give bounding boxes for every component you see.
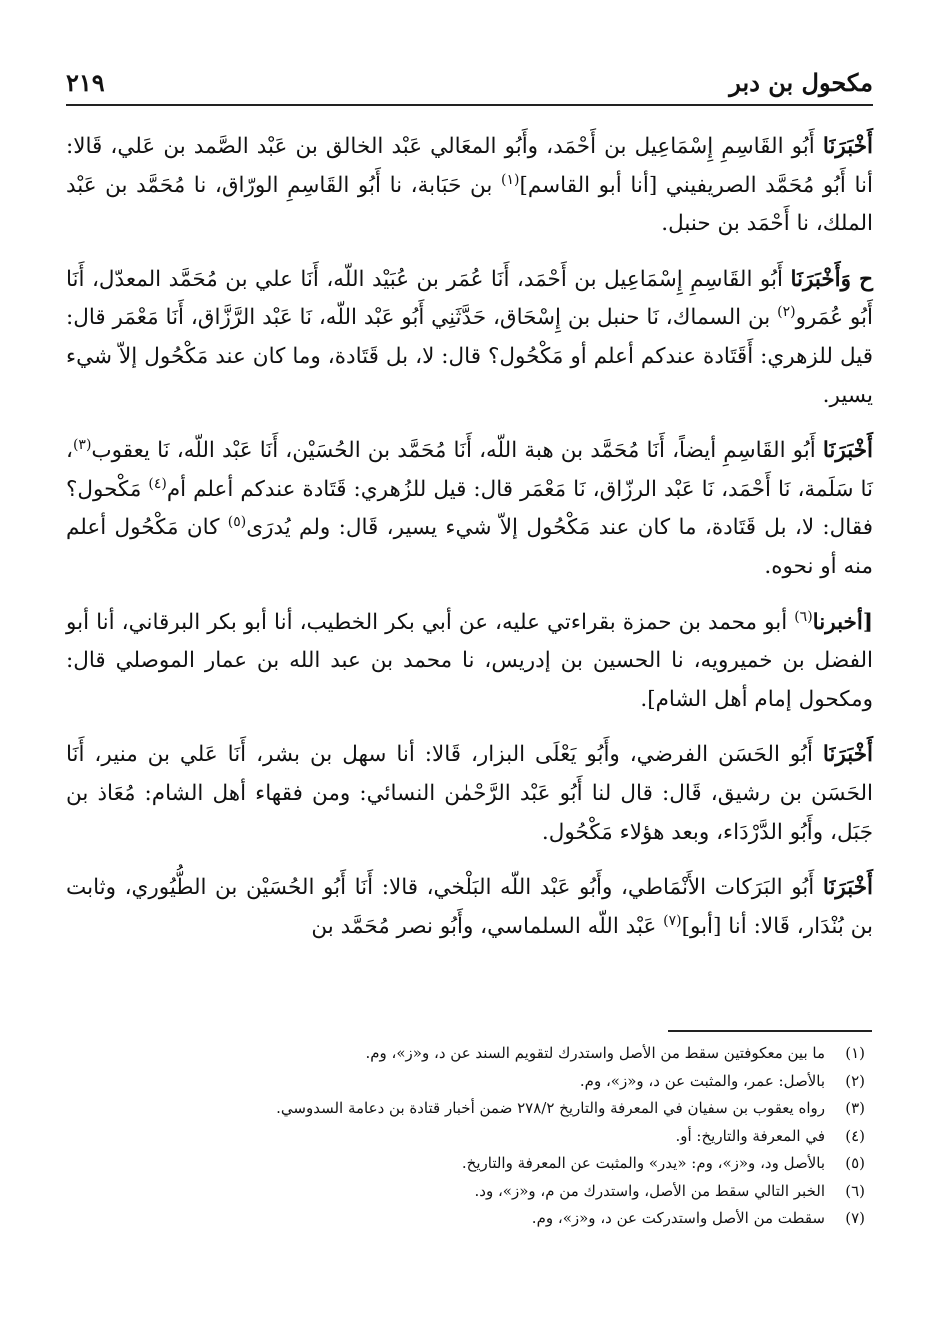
footnote-ref: (٤) xyxy=(148,475,167,492)
footnote-item xyxy=(66,1123,873,1151)
paragraph-text: مَكْحول؟ فقال: لا، بل قَتَادة، ما كان عند مَكْحُول إلاّ شيء يسير، قَال: ولم يُدرَى xyxy=(66,476,873,541)
paragraph-lead: ح وَأَخْبَرَنَا xyxy=(790,266,873,292)
paragraph-text: بن السماك، نَا حنبل بن إِسْحَاق، حَدَّثَنِي أَبُو عَبْد اللّه، نَا عَبْد الرَّزَّاق، أَنَا مَعْمَر قال: قيل للزهري: أَقَتَادة عندكم أعلم أو مَكْحُول؟ قال: لا، بل قَتَادة، وما كان عند مَكْحُول إلاّ شيء يسير. xyxy=(65,305,873,408)
footnote-text: الخبر التالي سقط من الأصل، واستدرك من م، و«ز»، ود. xyxy=(474,1181,825,1200)
footnote-item xyxy=(66,1205,873,1233)
header-title: مكحول بن دبر xyxy=(729,68,873,97)
paragraph-text: أبو محمد بن حمزة بقراءتي عليه، عن أبي بكر الخطيب، أنا أبو بكر البرقاني، أنا أبو الفضل بن خميرويه، نا الحسين بن إدريس، نا محمد بن عبد الله بن عمار الموصلي قال: ومكحول إمام أهل الشام]. xyxy=(66,609,873,712)
footnote-ref: (١) xyxy=(500,171,520,188)
paragraph-lead: [أخبرنا xyxy=(812,609,873,635)
footnote-ref: (٢) xyxy=(777,304,796,321)
footnote-ref: (٦) xyxy=(794,608,813,625)
main-text xyxy=(66,128,873,963)
footnote-item xyxy=(66,1095,873,1123)
footnote-item xyxy=(66,1068,873,1096)
paragraph-lead: أَخْبَرَنَا xyxy=(822,438,873,464)
footnote-number: (٦) xyxy=(845,1181,865,1200)
hadith-paragraph xyxy=(66,432,873,586)
paragraph-text: ، نَا سَلَمة، نَا أَحْمَد، نَا عَبْد الرزّاق، نَا مَعْمَر قال: قيل للزُهري: قَتَادة عندكم أعلم أم xyxy=(66,438,873,502)
footnote-text: في المعرفة والتاريخ: أو. xyxy=(675,1126,825,1145)
paragraph-text: عَبْد اللّه السلماسي، وأَبُو نصر مُحَمَّد بن xyxy=(311,913,664,939)
footnote-text: سقطت من الأصل واستدركت عن د، و«ز»، وم. xyxy=(531,1209,825,1227)
paragraph-text: أَبُو القَاسِمِ أيضاً، أَنَا مُحَمَّد بن هبة اللّه، أَنَا مُحَمَّد بن الحُسَيْن، أَنَا عَبْد اللّه، نَا يعقوب xyxy=(91,438,823,464)
paragraph-lead: أَخْبَرَنَا xyxy=(822,134,873,159)
footnote-number: (٧) xyxy=(845,1209,865,1227)
hadith-paragraph xyxy=(66,604,873,720)
paragraph-lead: أَخْبَرَنَا xyxy=(822,875,873,901)
footnote-ref: (٣) xyxy=(72,437,92,453)
hadith-paragraph xyxy=(66,869,873,946)
page-number: ٢١٩ xyxy=(66,68,105,97)
hadith-paragraph xyxy=(66,261,873,415)
footnote-number: (٢) xyxy=(845,1071,865,1090)
footnote-number: (٣) xyxy=(845,1099,865,1117)
footnote-text: ما بين معكوفتين سقط من الأصل واستدرك لتقويم السند عن د، و«ز»، وم. xyxy=(365,1044,825,1062)
footnote-number: (٥) xyxy=(845,1154,865,1172)
paragraph-lead: أَخْبَرَنَا xyxy=(822,742,873,768)
paragraph-text: أَبُو القَاسِمِ إِسْمَاعِيل بن أَحْمَد، وأَبُو المعَالي عَبْد الخالق بن عَبْد الصَّمد بن عَلي، قَالا: أنا أَبُو مُحَمَّد الصريفيني [أنا أبو القاسم] xyxy=(66,134,873,198)
footnote-ref: (٥) xyxy=(227,514,247,531)
paragraph-text: أَبُو القَاسِمِ إِسْمَاعِيل بن أَحْمَد، أَنَا عُمَر بن عُبَيْد اللّه، أَنَا علي بن مُحَمَّد المعدّل، أَنَا أَبُو عُمَرو xyxy=(66,266,873,331)
footnote-text: بالأصل ود، و«ز»، وم: «يدر» والمثبت عن المعرفة والتاريخ. xyxy=(461,1154,825,1172)
running-header xyxy=(66,64,873,106)
footnote-item xyxy=(66,1150,873,1178)
paragraph-text: أَبُو البَرَكات الأَنْمَاطي، وأَبُو عَبْد اللّه البَلْخي، قالا: أَنَا أَبُو الحُسَيْن بن الطُّيُوري، وثابت بن بُنْدَار، قَالا: أنا [أبو] xyxy=(66,875,873,939)
footnote-number: (١) xyxy=(845,1044,865,1062)
footnote-text: بالأصل: عمر، والمثبت عن د، و«ز»، وم. xyxy=(579,1071,825,1090)
paragraph-text: أَبُو الحَسَن الفرضي، وأَبُو يَعْلَى البزار، قَالا: أنا سهل بن بشر، أَنَا عَلي بن منير، أَنَا الحَسَن بن رشيق، قَال: قال لنا أَبُو عَبْد الرَّحْمٰن النسائي: ومن فقهاء أهل الشام: مُعَاذ بن جَبَل، وأَبُو الدَّرْدَاء، وبعد هؤلاء مَكْحُول. xyxy=(66,742,873,845)
paragraph-text: بن حَبَابة، نا أَبُو القَاسِمِ الورّاق، نا مُحَمَّد بن عَبْد الملك، نا أَحْمَد بن حنبل. xyxy=(66,172,873,237)
paragraph-text: كان مَكْحُول أعلم منه أو نحوه. xyxy=(66,515,873,579)
footnote-text: رواه يعقوب بن سفيان في المعرفة والتاريخ ٢٧٨/٢ ضمن أخبار قتادة بن دعامة السدوسي. xyxy=(276,1099,825,1117)
footnote-number: (٤) xyxy=(845,1126,865,1145)
hadith-paragraph xyxy=(66,736,873,852)
footnote-ref: (٧) xyxy=(663,912,682,929)
footnote-item xyxy=(66,1040,873,1068)
footnote-divider xyxy=(668,1030,872,1032)
hadith-paragraph xyxy=(66,128,873,244)
footnotes xyxy=(66,1040,873,1233)
footnote-item xyxy=(66,1178,873,1206)
